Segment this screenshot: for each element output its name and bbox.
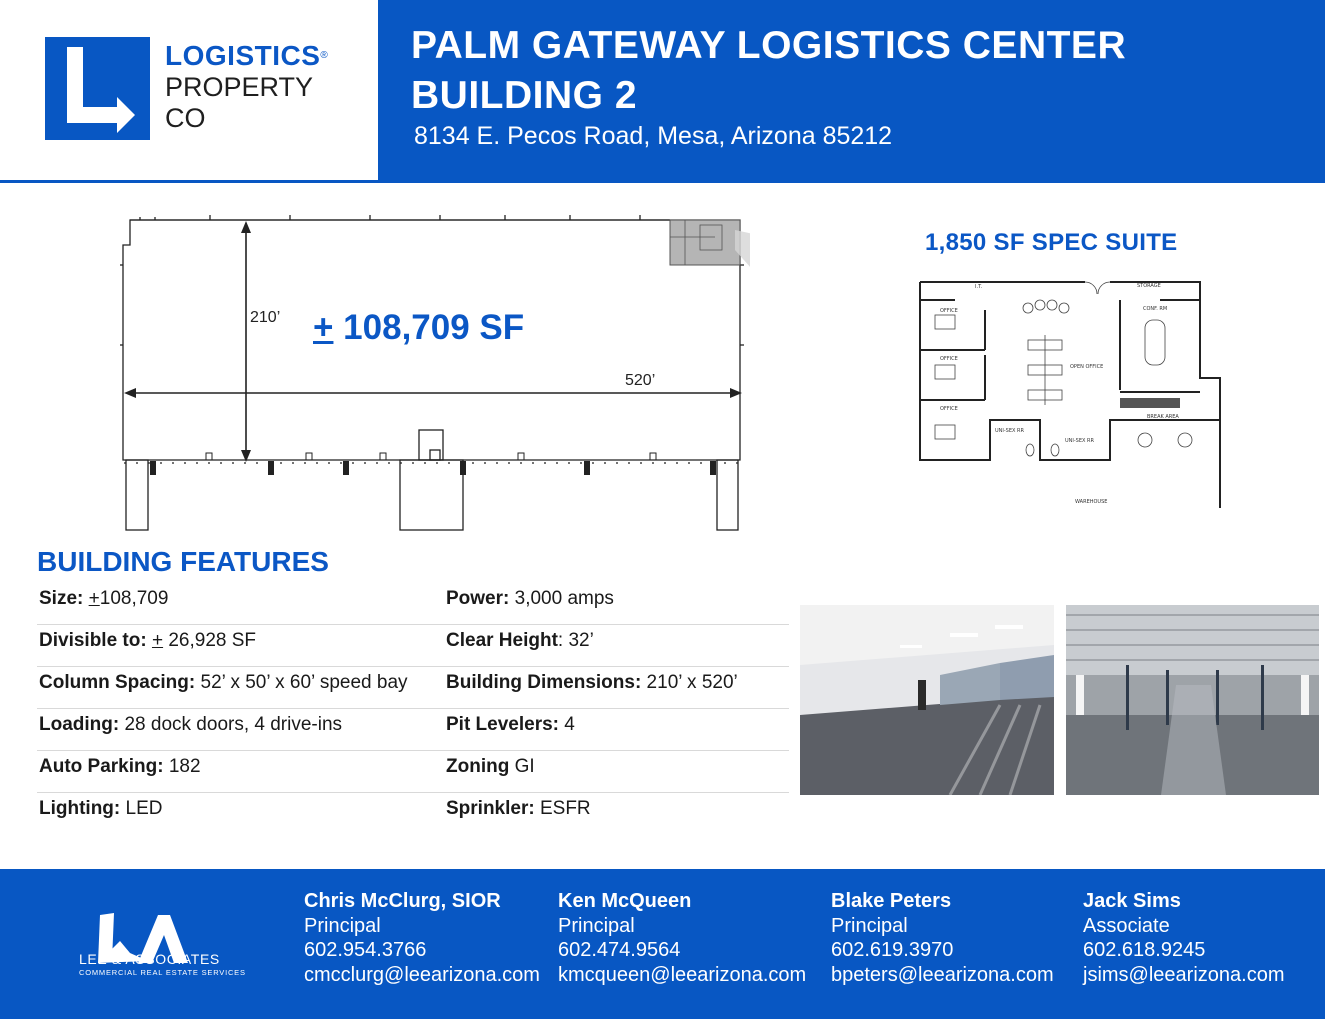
contact-phone[interactable]: 602.474.9564 <box>558 939 681 961</box>
logo-text: LOGISTICS® PROPERTY CO <box>165 40 328 133</box>
contact-phone[interactable]: 602.619.3970 <box>831 939 954 961</box>
office-interior-photo <box>800 605 1054 795</box>
feature-building-dimensions: Building Dimensions: 210’ x 520’ <box>446 672 738 693</box>
firm-tagline: COMMERCIAL REAL ESTATE SERVICES <box>79 968 246 977</box>
svg-text:I.T.: I.T. <box>975 284 983 290</box>
feature-auto-parking: Auto Parking: 182 <box>39 756 201 777</box>
feature-row <box>37 667 789 709</box>
feature-row <box>37 709 789 751</box>
svg-text:OFFICE: OFFICE <box>940 308 958 314</box>
contact-name: Ken McQueen <box>558 890 692 912</box>
svg-text:CONF. RM: CONF. RM <box>1143 306 1168 312</box>
contact-card <box>304 889 540 987</box>
svg-text:BREAK AREA: BREAK AREA <box>1147 414 1179 420</box>
contact-title: Principal <box>831 914 908 937</box>
building-area-label: + 108,709 SF <box>313 308 525 347</box>
feature-pit-levelers: Pit Levelers: 4 <box>446 714 575 735</box>
feature-clear-height: Clear Height: 32’ <box>446 630 594 651</box>
spec-suite-title: 1,850 SF SPEC SUITE <box>925 229 1178 256</box>
logistics-logo-icon <box>45 37 150 140</box>
firm-name: LEE & ASSOCIATES <box>79 951 220 967</box>
contact-card <box>1083 889 1284 987</box>
header-divider <box>0 180 1325 183</box>
warehouse-interior-photo <box>1066 605 1319 795</box>
contact-phone[interactable]: 602.618.9245 <box>1083 939 1206 961</box>
page-subtitle: BUILDING 2 <box>411 74 638 117</box>
features-table <box>37 583 789 835</box>
contact-email[interactable]: bpeters@leearizona.com <box>831 963 1054 986</box>
feature-sprinkler: Sprinkler: ESFR <box>446 798 591 819</box>
svg-text:UNI-SEX RR: UNI-SEX RR <box>1065 438 1094 444</box>
company-logo <box>0 0 378 180</box>
svg-text:OFFICE: OFFICE <box>940 356 958 362</box>
svg-text:WAREHOUSE: WAREHOUSE <box>1075 499 1108 505</box>
contact-email[interactable]: jsims@leearizona.com <box>1083 963 1285 986</box>
contact-title: Principal <box>304 914 381 937</box>
contact-email[interactable]: kmcqueen@leearizona.com <box>558 963 807 986</box>
footer-banner <box>0 869 1325 1019</box>
header-banner <box>378 0 1325 180</box>
contact-name: Chris McClurg, SIOR <box>304 890 501 912</box>
feature-lighting: Lighting: LED <box>39 798 163 819</box>
svg-text:OFFICE: OFFICE <box>940 406 958 412</box>
contact-card <box>558 889 806 987</box>
svg-text:STORAGE: STORAGE <box>1137 283 1161 289</box>
contact-phone[interactable]: 602.954.3766 <box>304 939 427 961</box>
spec-suite-floor-plan <box>915 270 1225 515</box>
svg-text:OPEN OFFICE: OPEN OFFICE <box>1070 364 1104 370</box>
dimension-height-label: 210’ <box>250 309 281 326</box>
feature-size: Size: +108,709 <box>39 588 169 609</box>
feature-row <box>37 793 789 835</box>
feature-row <box>37 625 789 667</box>
site-plan-drawing <box>110 205 750 535</box>
feature-zoning: Zoning GI <box>446 756 535 777</box>
contact-title: Principal <box>558 914 635 937</box>
contact-name: Jack Sims <box>1083 890 1181 912</box>
contact-name: Blake Peters <box>831 890 952 912</box>
property-address: 8134 E. Pecos Road, Mesa, Arizona 85212 <box>414 122 893 150</box>
contact-card <box>831 889 1054 987</box>
feature-power: Power: 3,000 amps <box>446 588 614 609</box>
svg-text:UNI-SEX RR: UNI-SEX RR <box>995 428 1024 434</box>
contact-email[interactable]: cmcclurg@leearizona.com <box>304 963 540 986</box>
contact-title: Associate <box>1083 914 1170 937</box>
dimension-width-label: 520’ <box>625 372 656 389</box>
feature-row <box>37 583 789 625</box>
feature-row <box>37 751 789 793</box>
feature-loading: Loading: 28 dock doors, 4 drive-ins <box>39 714 343 735</box>
features-title: BUILDING FEATURES <box>37 546 329 577</box>
page-title: PALM GATEWAY LOGISTICS CENTER <box>411 24 1127 67</box>
feature-column-spacing: Column Spacing: 52’ x 50’ x 60’ speed bay <box>39 672 408 693</box>
feature-divisible: Divisible to: + 26,928 SF <box>39 630 257 651</box>
